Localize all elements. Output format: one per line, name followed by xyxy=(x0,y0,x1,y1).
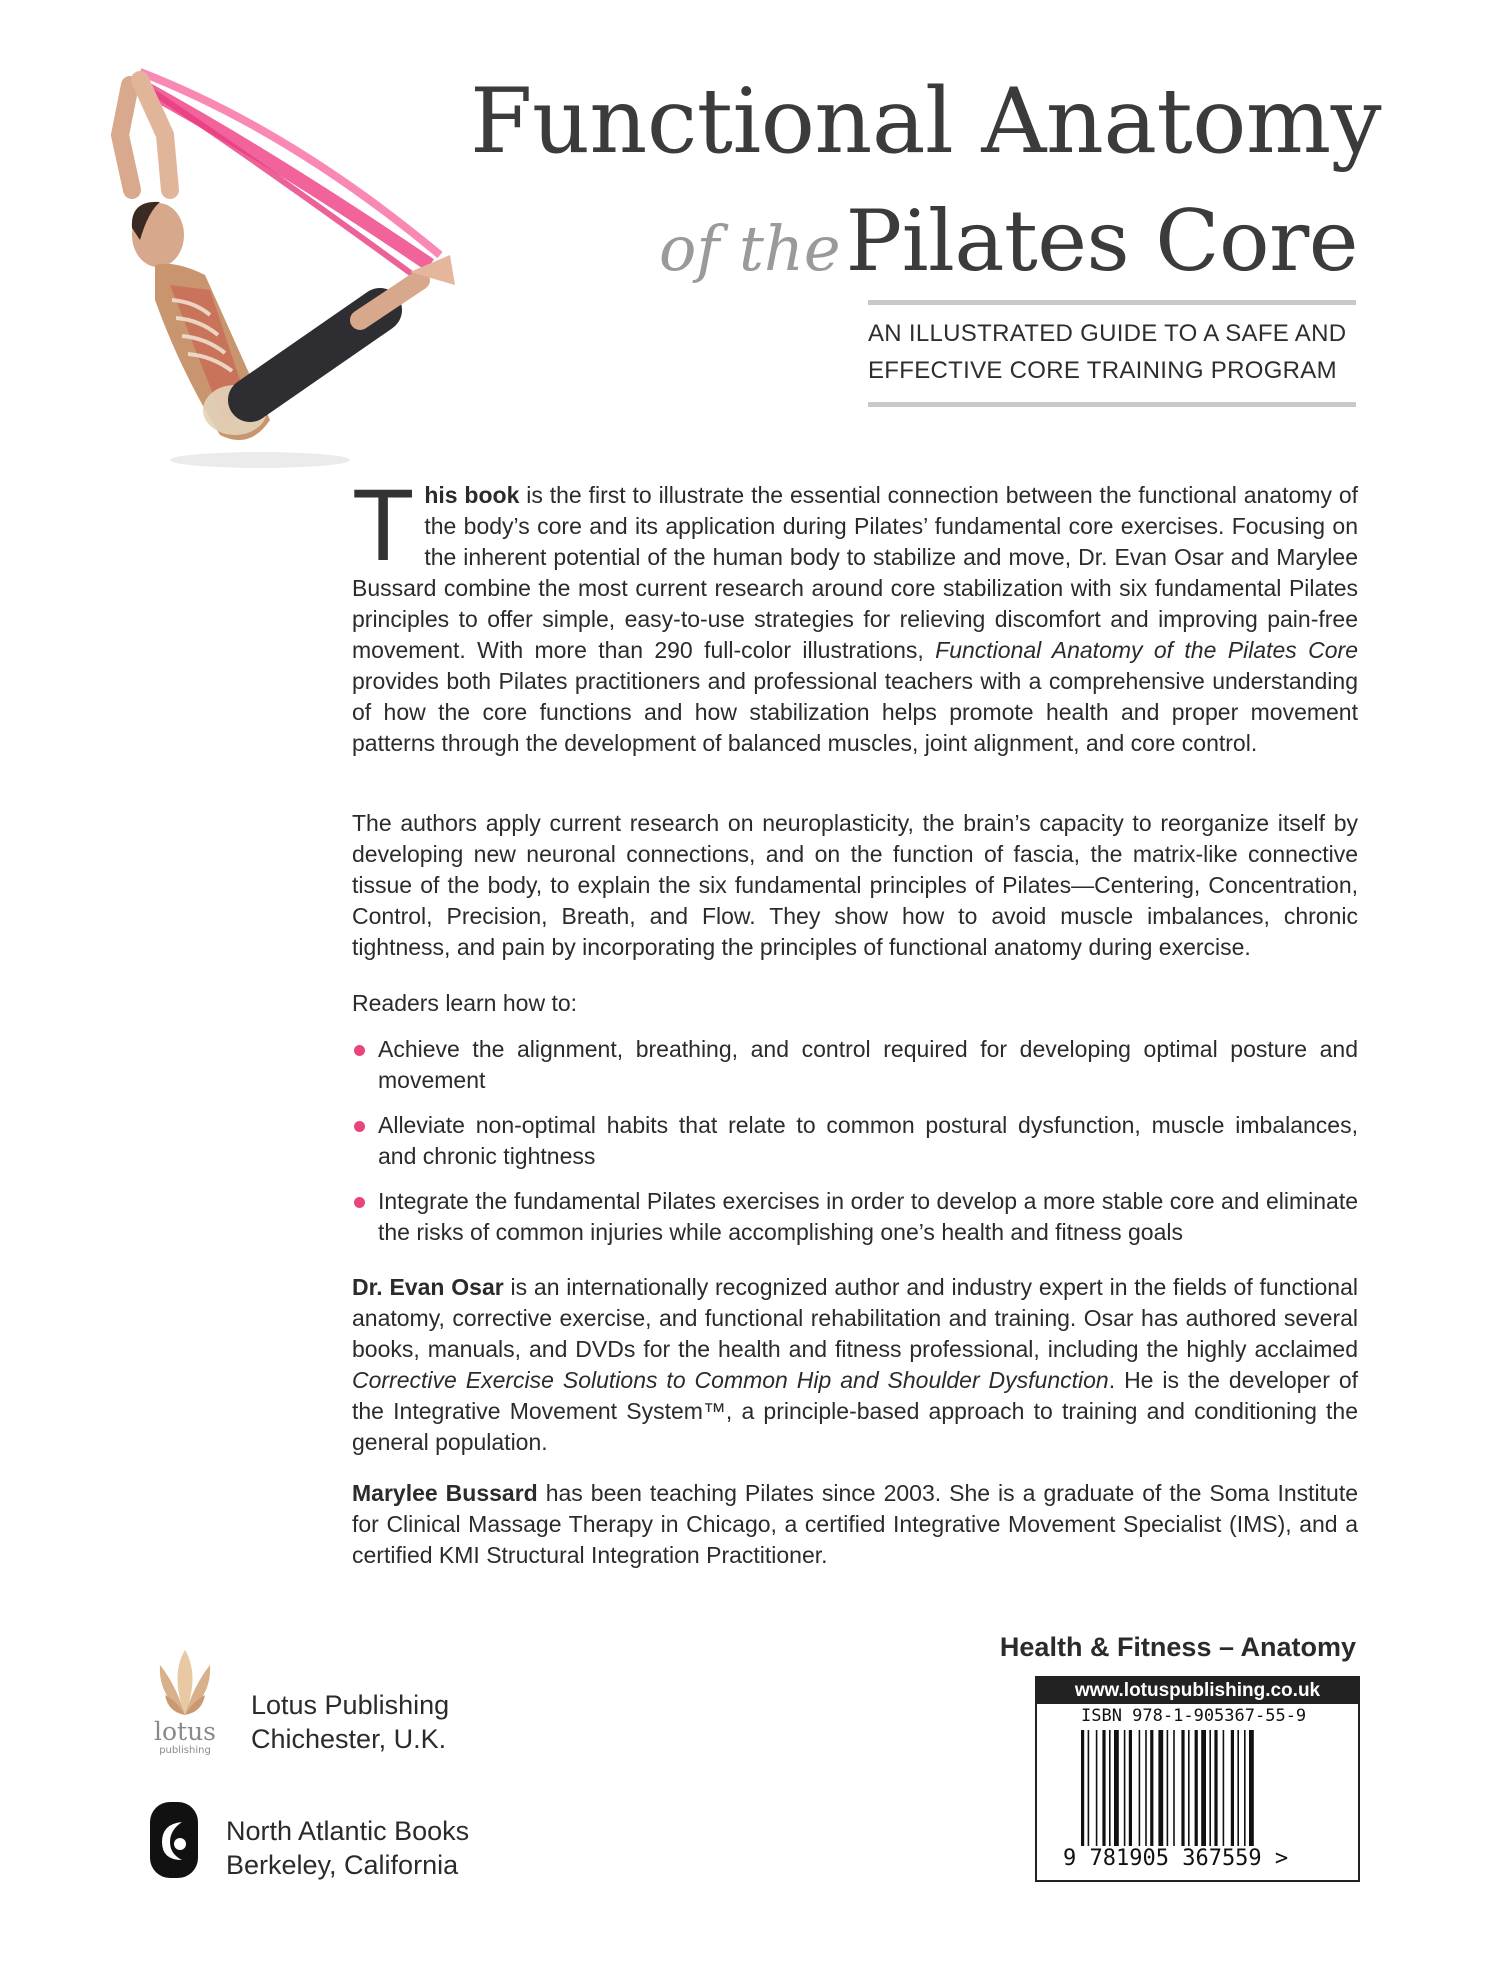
intro-text-2: provides both Pilates practitioners and professional teachers with a comprehensive understanding of how the core functions and how stabilization helps promote health and proper movement patterns through the development of balanced muscles, joint alignment, and core control. xyxy=(352,668,1358,756)
barcode-bar xyxy=(1109,1730,1111,1848)
nab-publisher-name: North Atlantic Books xyxy=(226,1816,470,1846)
barcode-bar xyxy=(1096,1730,1098,1848)
barcode-bars xyxy=(1081,1730,1321,1848)
intro-paragraph xyxy=(352,468,1359,759)
lotus-logo-icon xyxy=(140,1640,230,1755)
lotus-logo-sub: publishing xyxy=(159,1745,211,1755)
barcode-bar xyxy=(1114,1730,1119,1848)
barcode-bar xyxy=(1173,1730,1175,1848)
barcode-digits: 9 781905 367559 > xyxy=(1063,1846,1289,1871)
barcode-bar xyxy=(1195,1730,1198,1848)
barcode-bar xyxy=(1201,1730,1206,1848)
barcode-bar xyxy=(1237,1730,1239,1848)
barcode-bar xyxy=(1129,1730,1132,1848)
lotus-publisher-place: Chichester, U.K. xyxy=(251,1724,447,1754)
north-atlantic-books-logo-icon xyxy=(148,1800,200,1880)
list-item: Integrate the fundamental Pilates exercises in order to develop a more stable core and eliminate the risks of common injuries while accomplishing one’s health and fitness goals xyxy=(352,1186,1358,1248)
barcode-bar xyxy=(1088,1730,1090,1848)
osar-italic-book: Corrective Exercise Solutions to Common Hip and Shoulder Dysfunction xyxy=(352,1367,1109,1393)
isbn-label: ISBN 978-1-905367-55-9 xyxy=(1081,1706,1307,1726)
book-category: Health & Fitness – Anatomy xyxy=(999,1632,1356,1662)
subtitle-line1: AN ILLUSTRATED GUIDE TO A SAFE AND xyxy=(868,320,1347,347)
lotus-logo-word: lotus xyxy=(153,1717,217,1746)
barcode-bar xyxy=(1223,1730,1225,1848)
list-item: Alleviate non-optimal habits that relate to common postural dysfunction, muscle imbalances, and chronic tightness xyxy=(352,1110,1358,1172)
book-title-line2 xyxy=(560,192,1358,290)
subtitle-line2: EFFECTIVE CORE TRAINING PROGRAM xyxy=(868,357,1337,384)
barcode-bar xyxy=(1231,1730,1234,1848)
drop-cap: T xyxy=(352,468,415,582)
barcode-bar xyxy=(1244,1730,1246,1848)
barcode-bar xyxy=(1150,1730,1153,1848)
paragraph-2: The authors apply current research on neuroplasticity, the brain’s capacity to reorganize itself by developing new neuronal connections, and on the function of fascia, the matrix-like connective tissue of the body, to explain the six fundamental principles of Pilates—Centering, Concentration, Control, Precision, Breath, and Flow. They show how to avoid muscle imbalances, chronic tightness, and pain by incorporating the principles of functional anatomy during exercise. xyxy=(352,810,1358,960)
barcode-bar xyxy=(1209,1730,1211,1848)
osar-text-1: is an internationally recognized author and industry expert in the fields of functional anatomy, corrective exercise, and functional rehabilitation and training. Osar has authored several books, manuals, and DVDs for the health and fitness professional, including the highly acclaimed xyxy=(352,1274,1358,1362)
author-name-osar: Dr. Evan Osar xyxy=(352,1274,504,1300)
title-of-the: of the xyxy=(659,212,841,285)
subtitle-rule-top xyxy=(868,300,1356,305)
author-bio-bussard xyxy=(352,1478,1358,1571)
subtitle-rule-bottom xyxy=(868,402,1356,407)
barcode-bar xyxy=(1249,1730,1254,1848)
bussard-text: has been teaching Pilates since 2003. She is a graduate of the Soma Institute for Clinical Massage Therapy in Chicago, a certified Integrative Movement Specialist (IMS), and a certified KMI Structural Integration Practitioner. xyxy=(352,1480,1359,1568)
book-title-line1: Functional Anatomy xyxy=(470,69,1382,174)
intro-text-1: is the first to illustrate the essential connection between the functional anatomy of the body’s core and its application during Pilates’ fundamental core exercises. Focusing on the inherent potential of the human body to stabilize and move, Dr. Evan Osar and Marylee Bussard combine the most current research around core stabilization with six fundamental Pilates principles to offer simple, easy-to-use strategies for relieving discomfort and improving pain-free movement. With more than 290 full-color illustrations, xyxy=(352,482,1359,663)
lotus-publisher-name: Lotus Publishing xyxy=(251,1690,450,1720)
subtitle xyxy=(868,315,1356,389)
barcode-bar xyxy=(1139,1730,1141,1848)
barcode-bar xyxy=(1188,1730,1190,1848)
isbn-barcode xyxy=(1035,1676,1360,1882)
author-name-bussard: Marylee Bussard xyxy=(352,1480,538,1506)
learning-bullets xyxy=(352,1034,1358,1262)
nab-publisher-place: Berkeley, California xyxy=(226,1850,459,1880)
osar-text-2: . He is the developer of the Integrative Movement System™, a principle-based approach to training and conditioning the general population. xyxy=(352,1367,1358,1455)
barcode-bar xyxy=(1158,1730,1163,1848)
barcode-bar xyxy=(1081,1730,1084,1848)
barcode-bar xyxy=(1167,1730,1169,1848)
barcode-bar xyxy=(1145,1730,1147,1848)
barcode-bar xyxy=(1102,1730,1105,1848)
list-item: Achieve the alignment, breathing, and control required for developing optimal posture and movement xyxy=(352,1034,1358,1096)
intro-italic-title: Functional Anatomy of the Pilates Core xyxy=(935,637,1358,663)
author-bio-osar xyxy=(352,1272,1358,1458)
nab-publisher-info xyxy=(226,1814,469,1882)
barcode-bar xyxy=(1124,1730,1126,1848)
readers-intro: Readers learn how to: xyxy=(352,990,578,1016)
intro-bold-lead: his book xyxy=(424,482,520,508)
barcode-bar xyxy=(1181,1730,1184,1848)
barcode-bar xyxy=(1214,1730,1217,1848)
publisher-url: www.lotuspublishing.co.uk xyxy=(1037,1678,1358,1704)
title-pilates-core: Pilates Core xyxy=(845,192,1358,290)
lotus-publisher-info xyxy=(251,1688,449,1756)
